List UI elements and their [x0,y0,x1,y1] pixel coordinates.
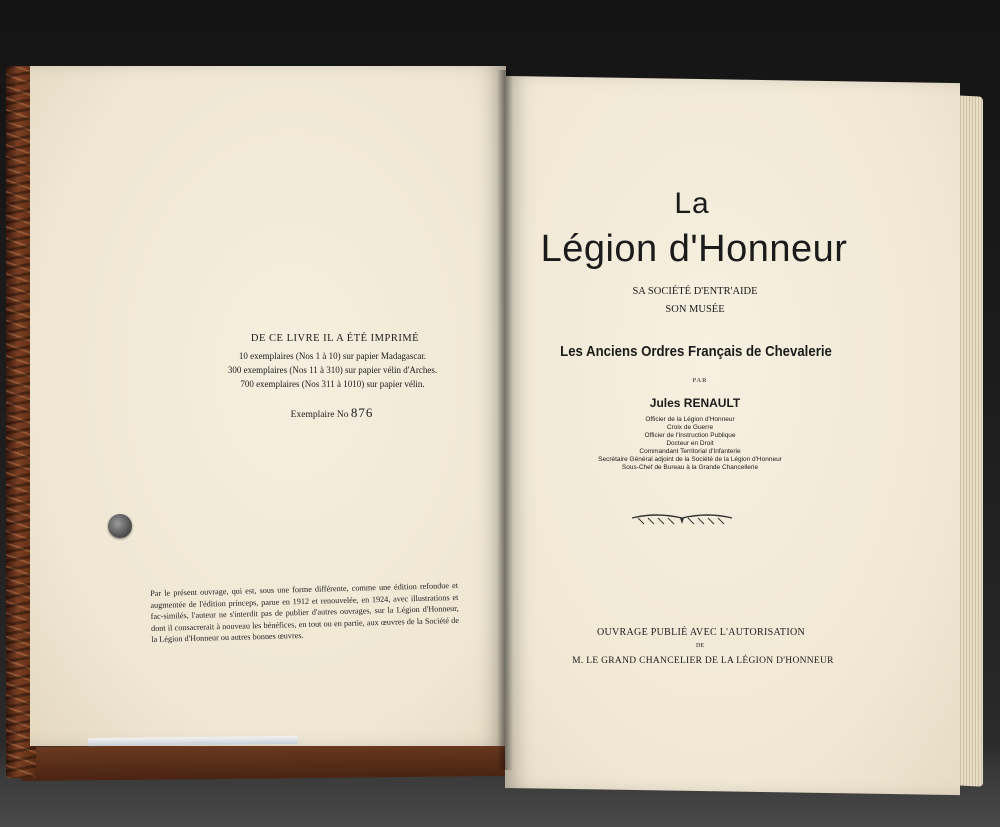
author-title-1: Officier de la Légion d'Honneur [645,416,735,423]
publisher-line-3: M. LE GRAND CHANCELIER DE LA LÉGION D'HONNEUR [572,656,834,666]
edition-line-3: 700 exemplaires (Nos 311 à 1010) sur papier vélin. [240,379,425,389]
laurel-ornament-icon [630,510,734,528]
publisher-line-1: OUVRAGE PUBLIÉ AVEC L'AUTORISATION [596,627,806,638]
author-title-4: Docteur en Droit [666,440,714,447]
author-title-2: Croix de Guerre [666,424,714,431]
subtitle-2: SON MUSÉE [665,304,725,315]
author-title-7: Sous-Chef de Bureau à la Grande Chancellerie [621,464,759,471]
edition-line-1: 10 exemplaires (Nos 1 à 10) sur papier Madagascar. [238,351,427,361]
book-gutter [497,70,513,770]
subtitle-3: Les Anciens Ordres Français de Chevalerie [560,343,832,360]
edition-line-2: 300 exemplaires (Nos 11 à 310) sur papier vélin d'Arches. [227,365,438,375]
publication-note: Par le présent ouvrage, qui est, sous une forme différente, comme une édition refondue et augmentée de l'édition princeps, parue en 1912 et renouvelée, en 1924, avec illustrations et fac-similés, l'auteur ne s'interdit pas de publier d'autres ouvrages, sur la Légion d'Honneur, dont il consacrerait à nouveau les bénéfices, en tout ou en partie, aux œuvres de la Société de la Légion d'Honneur ou autres bonnes œuvres. [150,580,460,644]
author-title-5: Commandant Territorial d'Infanterie [639,448,741,455]
title-line-2: Légion d'Honneur [540,228,848,270]
page-hole [108,514,132,538]
author-title-6: Secrétaire Général adjoint de la Société de la Légion d'Honneur [598,456,782,463]
edition-heading: DE CE LIVRE IL A ÉTÉ IMPRIMÉ [250,333,420,344]
copy-number-line [232,405,432,421]
author-title-3: Officier de l'Instruction Publique [644,432,736,439]
author-name: Jules RENAULT [649,396,741,410]
publisher-line-2: DE [696,643,704,649]
copy-number: 876 [350,405,374,420]
title-line-1: La [674,187,710,220]
par-label: PAR [692,377,708,384]
copy-label: Exemplaire No [290,410,349,420]
subtitle-1: SA SOCIÉTÉ D'ENTR'AIDE [632,286,758,297]
